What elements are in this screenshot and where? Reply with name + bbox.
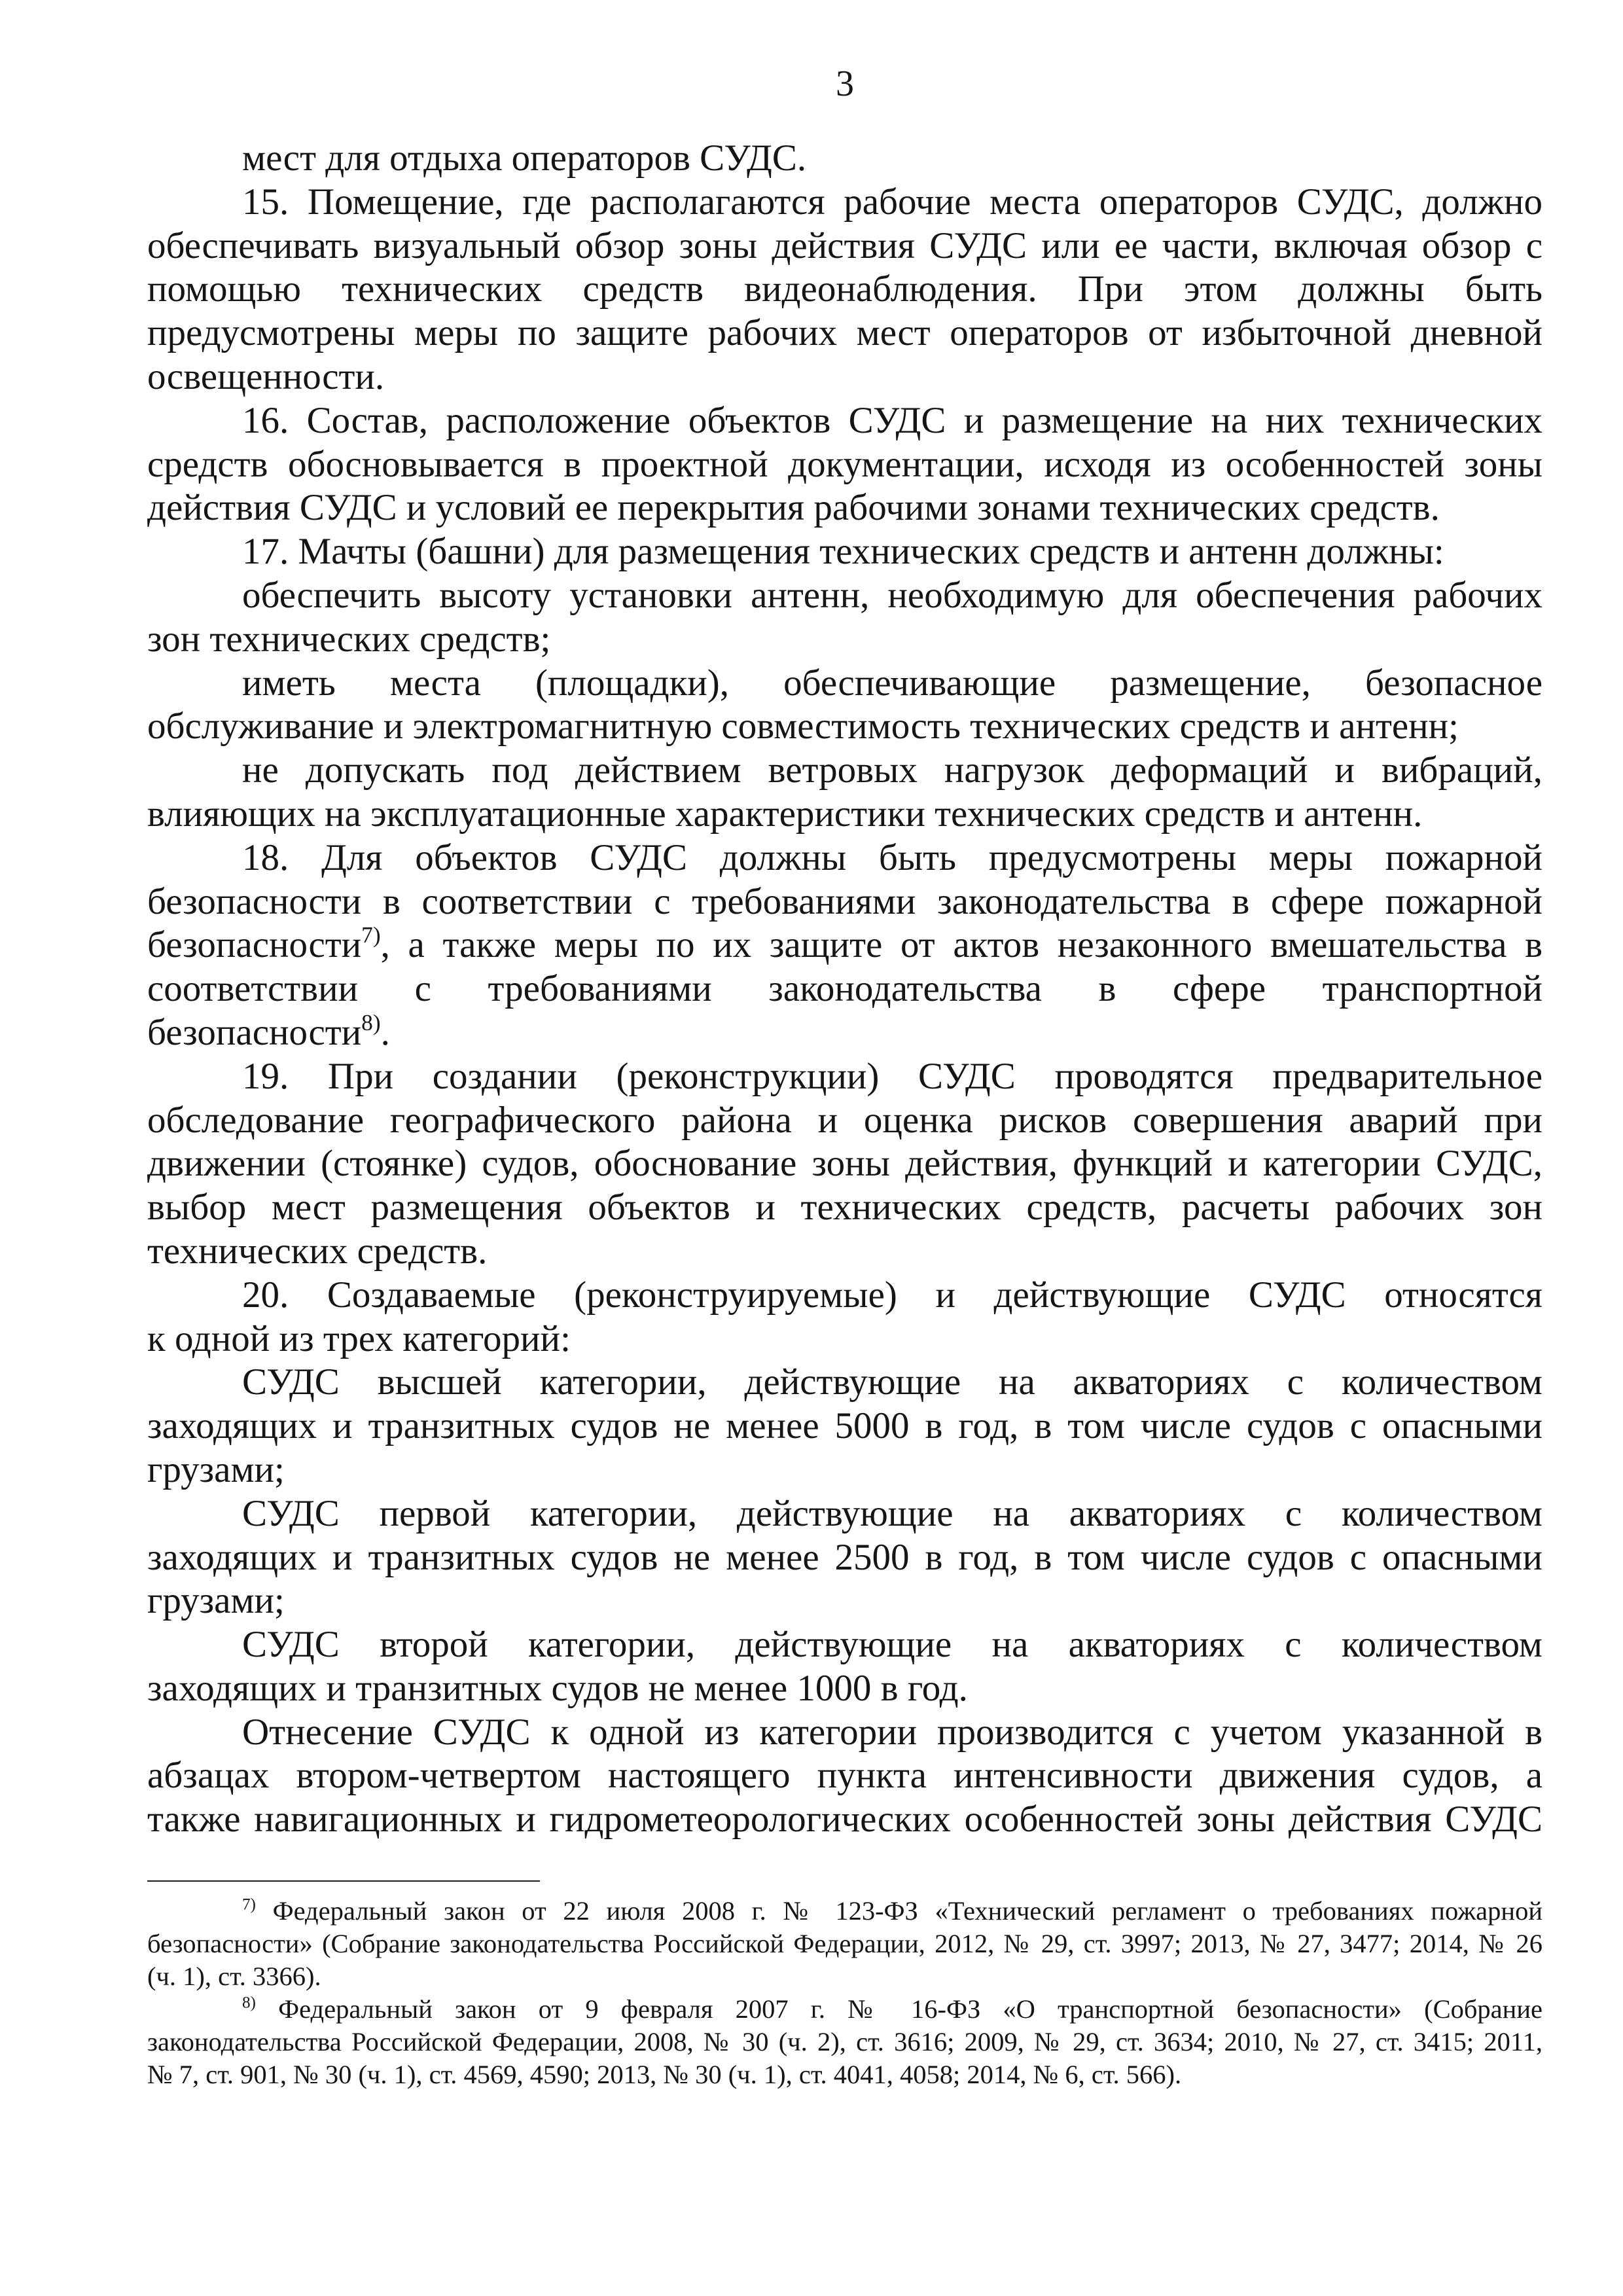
text-line [147, 1011, 1543, 1055]
text-line: предусмотрены меры по защите рабочих мест операторов от избыточной дневной [147, 312, 1543, 354]
text-line: также навигационных и гидрометеорологических особенностей зоны действия СУДС [147, 1799, 1543, 1840]
body-paragraph [147, 530, 1543, 574]
footnotes [147, 1895, 1543, 2090]
text-line: СУДС высшей категории, действующие на акваториях с количеством [242, 1361, 1543, 1403]
text-line: законодательства Российской Федерации, 2008, № 30 (ч. 2), ст. 3616; 2009, № 29, ст. 3634; 2010, № 27, ст. 3415; 2011, [147, 2026, 1543, 2056]
body-paragraph [147, 1055, 1543, 1274]
text-line: заходящих и транзитных судов не менее 1000 в год. [147, 1667, 968, 1709]
text-line: безопасности» (Собрание законодательства Российской Федерации, 2012, № 29, ст. 3997; 2013, № 27, 3477; 2014, № 26 [147, 1928, 1543, 1958]
text-segment: Федеральный закон от 22 июля 2008 г. № 123-ФЗ «Технический регламент о требованиях пожарной [255, 1896, 1543, 1926]
text-line: средств обосновывается в проектной документации, исходя из особенностей зоны [147, 443, 1543, 485]
text-line: влияющих на эксплуатационные характеристики технических средств и антенн. [147, 793, 1423, 834]
text-line: заходящих и транзитных судов не менее 5000 в год, в том числе судов с опасными [147, 1405, 1543, 1447]
text-line: (ч. 1), ст. 3366). [147, 1961, 321, 1991]
text-line: 19. При создании (реконструкции) СУДС проводятся предварительное [242, 1055, 1543, 1097]
footnote-reference: 7) [361, 922, 381, 948]
body-paragraph [147, 137, 1543, 181]
text-line: 17. Мачты (башни) для размещения технических средств и антенн должны: [242, 531, 1444, 573]
text-line: заходящих и транзитных судов не менее 2500 в год, в том числе судов с опасными [147, 1536, 1543, 1578]
footnote-marker: 8) [242, 1994, 256, 2012]
footnote-marker: 7) [242, 1895, 256, 1914]
footnote-separator [147, 1880, 540, 1882]
text-line: 18. Для объектов СУДС должны быть предусмотрены меры пожарной [242, 836, 1543, 878]
text-line: соответствии с требованиями законодательства в сфере транспортной [147, 968, 1543, 1010]
body-paragraph [147, 181, 1543, 399]
footnote [147, 1895, 1543, 1993]
text-line: действия СУДС и условий ее перекрытия рабочими зонами технических средств. [147, 487, 1440, 529]
text-segment: . [380, 1011, 390, 1053]
text-line: выбор мест размещения объектов и технических средств, расчеты рабочих зон [147, 1187, 1543, 1229]
text-line: к одной из трех категорий: [147, 1318, 571, 1359]
text-segment: , а также меры по их защите от актов незаконного вмешательства в [380, 924, 1543, 966]
body-paragraph [147, 749, 1543, 836]
footnote-reference: 8) [361, 1010, 381, 1036]
text-segment: безопасности [147, 924, 362, 966]
text-line: обслуживание и электромагнитную совместимость технических средств и антенн; [147, 706, 1459, 747]
text-line: не допускать под действием ветровых нагрузок деформаций и вибраций, [242, 749, 1543, 791]
body-paragraph [147, 1623, 1543, 1711]
text-line: 20. Создаваемые (реконструируемые) и действующие СУДС относятся [242, 1274, 1543, 1316]
body-paragraph [147, 399, 1543, 530]
text-line: Отнесение СУДС к одной из категории производится с учетом указанной в [242, 1711, 1543, 1753]
text-line: грузами; [147, 1448, 285, 1490]
body-paragraph [147, 1492, 1543, 1623]
text-line: обеспечить высоту установки антенн, необходимую для обеспечения рабочих [242, 574, 1543, 616]
page-number: 3 [836, 63, 854, 104]
text-line: 16. Состав, расположение объектов СУДС и размещение на них технических [242, 399, 1543, 441]
text-segment: безопасности [147, 1011, 362, 1053]
text-line: помощью технических средств видеонаблюдения. При этом должны быть [147, 268, 1543, 310]
text-line [147, 1993, 1543, 2026]
body-paragraph [147, 574, 1543, 662]
text-line: 15. Помещение, где располагаются рабочие места операторов СУДС, должно [242, 181, 1543, 223]
text-line: СУДС первой категории, действующие на акваториях с количеством [242, 1492, 1543, 1534]
text-line: грузами; [147, 1580, 285, 1622]
text-line: безопасности в соответствии с требованиями законодательства в сфере пожарной [147, 880, 1543, 922]
body-paragraph [147, 1361, 1543, 1492]
text-line: освещенности. [147, 355, 385, 397]
body-text [147, 137, 1543, 1842]
footnote [147, 1993, 1543, 2091]
text-line: зон технических средств; [147, 618, 551, 660]
text-line: абзацах втором-четвертом настоящего пункта интенсивности движения судов, а [147, 1755, 1543, 1797]
text-line [147, 924, 1543, 967]
text-line: № 7, ст. 901, № 30 (ч. 1), ст. 4569, 4590; 2013, № 30 (ч. 1), ст. 4041, 4058; 2014, № 6, ст. 566). [147, 2059, 1182, 2089]
text-line: мест для отдыха операторов СУДС. [242, 137, 807, 179]
text-line: СУДС второй категории, действующие на акваториях с количеством [242, 1624, 1543, 1666]
text-line [147, 1895, 1543, 1928]
text-segment: Федеральный закон от 9 февраля 2007 г. № 16-ФЗ «О транспортной безопасности» (Собрание [255, 1994, 1543, 2024]
text-line: обследование географического района и оценка рисков совершения аварий при [147, 1099, 1543, 1141]
body-paragraph [147, 662, 1543, 749]
text-line: технических средств. [147, 1230, 488, 1272]
text-line: движении (стоянке) судов, обоснование зоны действия, функций и категории СУДС, [147, 1143, 1543, 1185]
text-line: иметь места (площадки), обеспечивающие размещение, безопасное [242, 662, 1543, 704]
body-paragraph [147, 1711, 1543, 1842]
text-line: обеспечивать визуальный обзор зоны действия СУДС или ее части, включая обзор с [147, 224, 1543, 266]
body-paragraph [147, 836, 1543, 1055]
body-paragraph [147, 1274, 1543, 1361]
